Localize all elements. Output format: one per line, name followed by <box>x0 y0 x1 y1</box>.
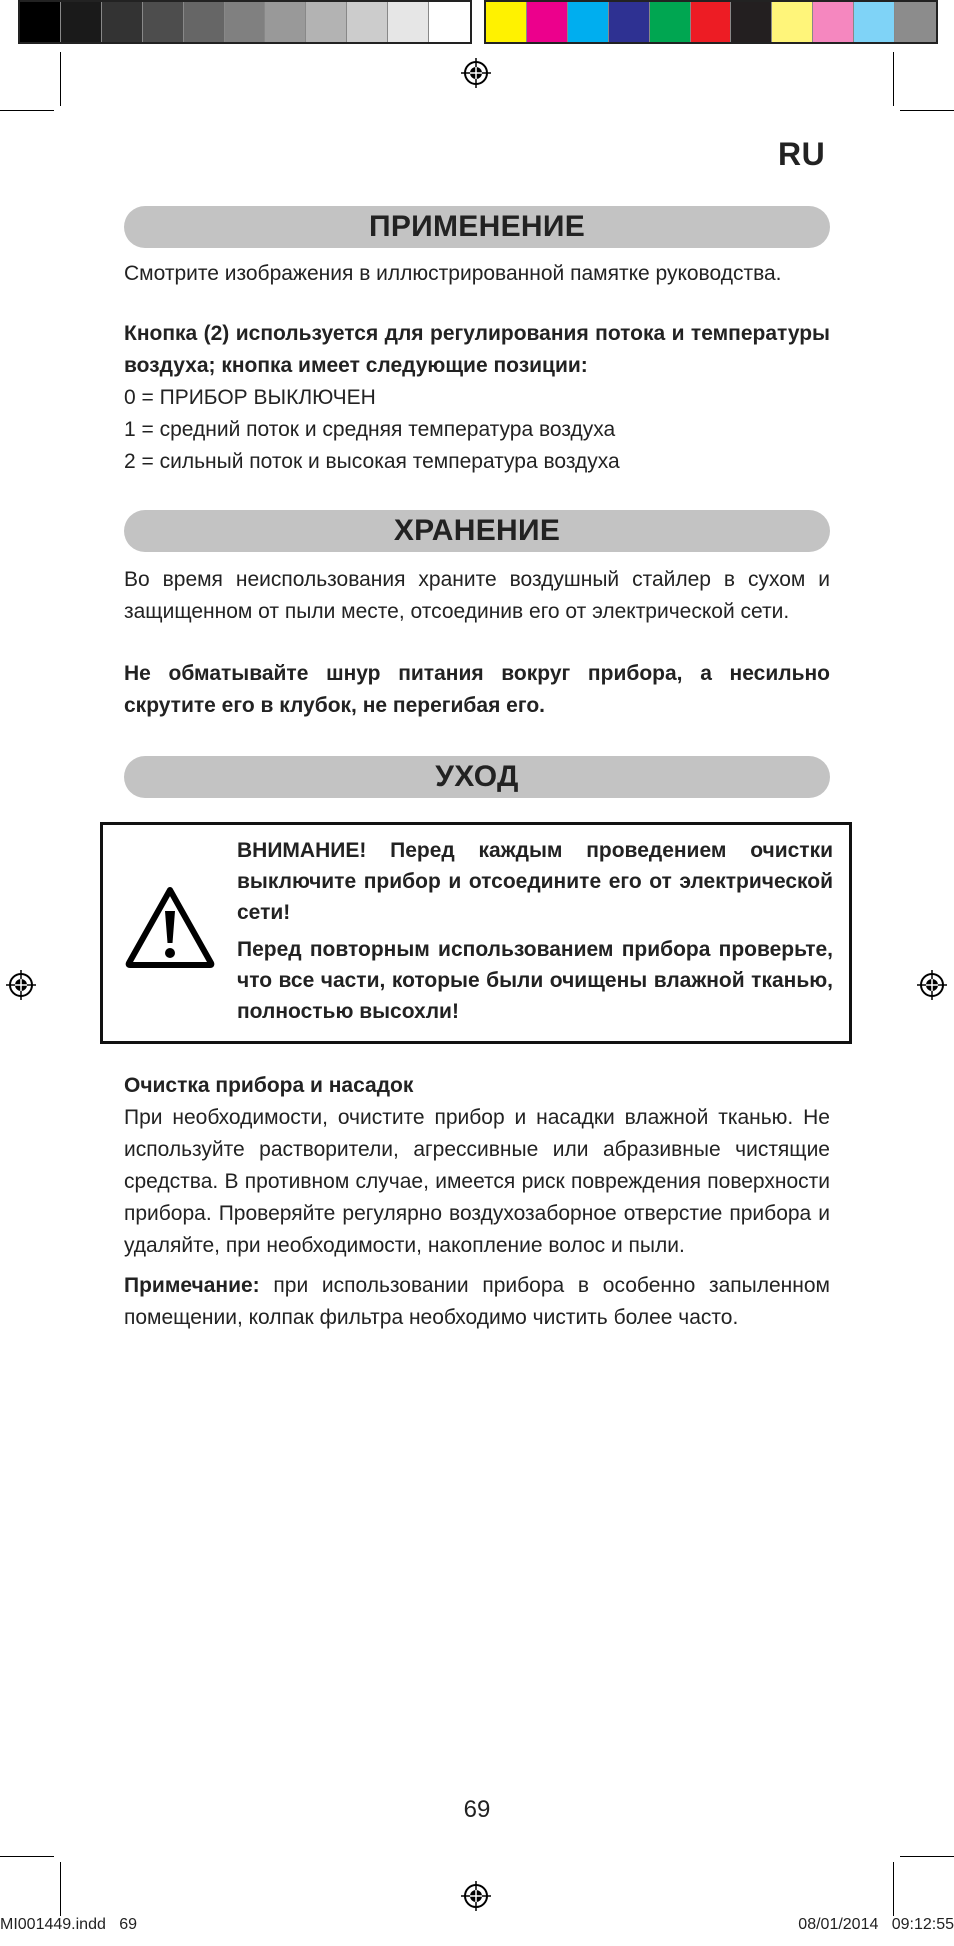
storage-warning: Не обматывайте шнур питания вокруг прибора, а несильно скрутите его в клубок, не перегибая его. <box>124 662 830 717</box>
care-note <box>124 1270 830 1334</box>
gray-swatch <box>306 2 347 42</box>
warning-triangle-icon <box>125 885 215 969</box>
color-swatch <box>527 2 568 42</box>
color-swatch <box>854 2 895 42</box>
color-swatch <box>731 2 772 42</box>
slug-timestamp: 08/01/2014 09:12:55 <box>798 1916 954 1933</box>
care-content <box>124 1070 830 1334</box>
crop-mark-top-left-v <box>60 52 61 106</box>
gray-swatch <box>347 2 388 42</box>
language-code: RU <box>778 136 826 172</box>
gray-swatch <box>20 2 61 42</box>
usage-button-note: Кнопка (2) используется для регулирования потока и температуры воздуха; кнопка имеет следующие позиции: <box>124 322 830 377</box>
gray-swatch <box>61 2 102 42</box>
gray-swatch <box>225 2 266 42</box>
page-content <box>124 206 830 798</box>
usage-position-0: 0 = ПРИБОР ВЫКЛЮЧЕН <box>124 386 376 409</box>
crop-mark-bottom-left-v <box>60 1862 61 1916</box>
color-swatch <box>691 2 732 42</box>
color-swatch <box>772 2 813 42</box>
registration-mark-icon <box>917 970 947 1000</box>
gray-swatch <box>265 2 306 42</box>
color-swatch <box>609 2 650 42</box>
warning-box <box>100 822 852 1044</box>
color-swatch <box>895 2 936 42</box>
section-heading-usage: ПРИМЕНЕНИЕ <box>124 206 830 248</box>
warning-text-2: Перед повторным использованием прибора проверьте, что все части, которые были очищены влажной тканью, полностью высохли! <box>237 938 833 1023</box>
gray-swatch <box>429 2 470 42</box>
color-swatch <box>568 2 609 42</box>
gray-swatch <box>143 2 184 42</box>
color-swatch <box>813 2 854 42</box>
crop-mark-bottom-right-h <box>900 1856 954 1857</box>
registration-mark-icon <box>6 970 36 1000</box>
crop-mark-bottom-right-v <box>893 1862 894 1916</box>
storage-text: Во время неиспользования храните воздушный стайлер в сухом и защищенном от пыли месте, отсоединив его от электрической сети. <box>124 568 830 623</box>
crop-mark-bottom-left-h <box>0 1856 54 1857</box>
registration-mark-icon <box>461 1881 491 1911</box>
cleaning-text: При необходимости, очистите прибор и насадки влажной тканью. Не используйте растворители, агрессивные или абразивные чистящие средства. В противном случае, имеется риск повреждения поверхности прибора. Проверяйте регулярно воздухозаборное отверстие прибора и удаляйте, при необходимости, накопление волос и пыли. <box>124 1106 830 1257</box>
crop-mark-top-right-h <box>900 110 954 111</box>
crop-mark-top-left-h <box>0 110 54 111</box>
cleaning-title: Очистка прибора и насадок <box>124 1074 414 1097</box>
gray-swatch <box>388 2 429 42</box>
warning-text-1: ВНИМАНИЕ! Перед каждым проведением очистки выключите прибор и отсоедините его от электрической сети! <box>237 839 833 924</box>
usage-position-1: 1 = средний поток и средняя температура воздуха <box>124 418 616 441</box>
slug-file-info: MI001449.indd 69 <box>0 1916 137 1933</box>
note-text: при использовании прибора в особенно запыленном помещении, колпак фильтра необходимо чистить более часто. <box>124 1274 830 1329</box>
color-swatch <box>486 2 527 42</box>
section-heading-storage: ХРАНЕНИЕ <box>124 510 830 552</box>
gray-swatch <box>102 2 143 42</box>
registration-mark-icon <box>461 58 491 88</box>
note-label: Примечание: <box>124 1274 260 1297</box>
usage-position-2: 2 = сильный поток и высокая температура воздуха <box>124 450 620 473</box>
gray-swatch <box>184 2 225 42</box>
color-calibration-bar <box>484 0 938 44</box>
section-heading-care: УХОД <box>124 756 830 798</box>
grayscale-calibration-bar <box>18 0 472 44</box>
color-swatch <box>650 2 691 42</box>
usage-intro: Смотрите изображения в иллюстрированной памятке руководства. <box>124 262 782 285</box>
crop-mark-top-right-v <box>893 52 894 106</box>
warning-text <box>237 835 833 1033</box>
page-number: 69 <box>463 1796 491 1823</box>
